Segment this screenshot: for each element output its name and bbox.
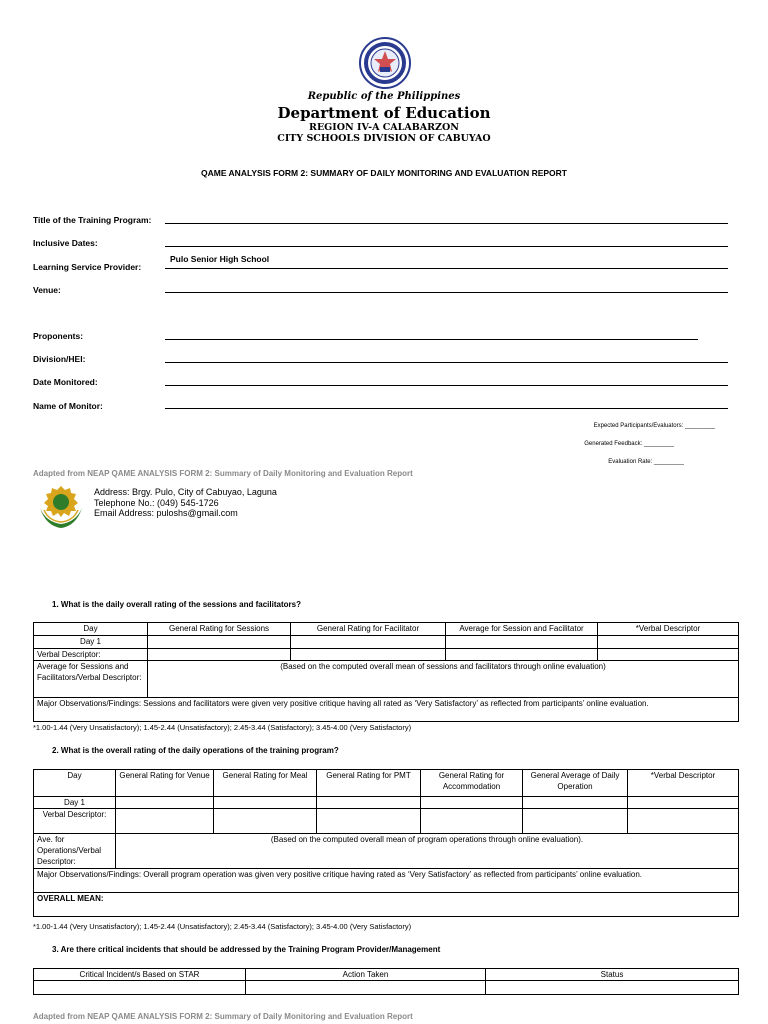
average-note-cell: (Based on the computed overall mean of sessions and facilitators through online evaluation)	[148, 661, 739, 698]
question-3: 3. Are there critical incidents that should be addressed by the Training Program Provider/Management	[52, 945, 441, 954]
col-average: Average for Session and Facilitator	[446, 623, 598, 636]
operations-rating-table	[33, 769, 739, 917]
input-cell[interactable]	[291, 649, 446, 661]
observations-cell: Major Observations/Findings: Sessions and facilitators were given very positive critique having all rated as ‘Very Satisfactory’ as reflected from participants’ online evaluation.	[34, 698, 739, 722]
input-cell[interactable]	[446, 649, 598, 661]
generated-feedback: Generated Feedback: _________	[584, 441, 674, 447]
adapted-note: Adapted from NEAP QAME ANALYSIS FORM 2: Summary of Daily Monitoring and Evaluation Report	[33, 469, 413, 478]
field-label-dates: Inclusive Dates:	[33, 238, 98, 248]
field-label-proponents: Proponents:	[33, 331, 84, 341]
rating-scale-2: *1.00-1.44 (Very Unsatisfactory); 1.45-2.44 (Unsatisfactory); 2.45-3.44 (Satisfactory); 3.45-4.00 (Very Satisfactory)	[33, 922, 412, 931]
field-label-division: Division/HEI:	[33, 354, 86, 364]
field-line-provider[interactable]	[165, 268, 728, 269]
field-line-title[interactable]	[165, 223, 728, 224]
col-rating-facilitator: General Rating for Facilitator	[291, 623, 446, 636]
input-cell[interactable]	[34, 981, 246, 995]
col-day: Day	[34, 770, 116, 797]
region-heading: REGION IV-A CALABARZON	[309, 122, 459, 133]
department-heading: Department of Education	[277, 104, 491, 122]
col-rating-sessions: General Rating for Sessions	[148, 623, 291, 636]
rating-scale-1: *1.00-1.44 (Very Unsatisfactory); 1.45-2.44 (Unsatisfactory); 2.45-3.44 (Satisfactory); 3.45-4.00 (Very Satisfactory)	[33, 723, 412, 732]
input-cell[interactable]	[628, 809, 739, 834]
input-cell[interactable]	[291, 636, 446, 649]
field-line-division[interactable]	[165, 362, 728, 363]
col-verbal: *Verbal Descriptor	[628, 770, 739, 797]
col-day: Day	[34, 623, 148, 636]
input-cell[interactable]	[523, 809, 628, 834]
col-action-taken: Action Taken	[246, 969, 486, 981]
republic-heading: Republic of the Philippines	[307, 91, 461, 102]
col-rating-meal: General Rating for Meal	[214, 770, 317, 797]
field-line-dates[interactable]	[165, 246, 728, 247]
col-rating-pmt: General Rating for PMT	[317, 770, 421, 797]
adapted-note-footer: Adapted from NEAP QAME ANALYSIS FORM 2: Summary of Daily Monitoring and Evaluation Report	[33, 1012, 413, 1021]
average-label-cell: Ave. for Operations/Verbal Descriptor:	[34, 834, 116, 869]
overall-mean-cell: OVERALL MEAN:	[34, 893, 739, 917]
input-cell[interactable]	[317, 809, 421, 834]
average-label-cell: Average for Sessions and Facilitators/Verbal Descriptor:	[34, 661, 148, 698]
school-email[interactable]: Email Address: puloshs@gmail.com	[94, 508, 238, 518]
input-cell[interactable]	[486, 981, 739, 995]
input-cell[interactable]	[214, 797, 317, 809]
input-cell[interactable]	[148, 636, 291, 649]
field-label-venue: Venue:	[33, 285, 61, 295]
field-label-date-monitored: Date Monitored:	[33, 377, 98, 387]
question-2: 2. What is the overall rating of the daily operations of the training program?	[52, 746, 339, 755]
expected-participants: Expected Participants/Evaluators: _________	[593, 423, 715, 429]
evaluation-rate: Evaluation Rate: _________	[608, 459, 684, 465]
field-value-provider: Pulo Senior High School	[170, 254, 270, 264]
day-cell: Day 1	[34, 797, 116, 809]
school-address: Address: Brgy. Pulo, City of Cabuyao, Laguna	[94, 487, 277, 497]
input-cell[interactable]	[628, 797, 739, 809]
col-general-average: General Average of Daily Operation	[523, 770, 628, 797]
input-cell[interactable]	[598, 636, 739, 649]
field-label-monitor: Name of Monitor:	[33, 401, 103, 411]
verbal-cell: Verbal Descriptor:	[34, 649, 148, 661]
sessions-rating-table	[33, 622, 739, 722]
average-note-cell: (Based on the computed overall mean of program operations through online evaluation).	[116, 834, 739, 869]
input-cell[interactable]	[148, 649, 291, 661]
input-cell[interactable]	[446, 636, 598, 649]
col-rating-venue: General Rating for Venue	[116, 770, 214, 797]
field-line-date-monitored[interactable]	[165, 385, 728, 386]
col-critical-incident: Critical Incident/s Based on STAR	[34, 969, 246, 981]
input-cell[interactable]	[523, 797, 628, 809]
day-cell: Day 1	[34, 636, 148, 649]
input-cell[interactable]	[116, 797, 214, 809]
input-cell[interactable]	[246, 981, 486, 995]
input-cell[interactable]	[598, 649, 739, 661]
input-cell[interactable]	[421, 797, 523, 809]
critical-incidents-table	[33, 968, 739, 995]
division-heading: CITY SCHOOLS DIVISION OF CABUYAO	[277, 133, 491, 144]
input-cell[interactable]	[421, 809, 523, 834]
observations-cell: Major Observations/Findings: Overall program operation was given very positive critique having rated as ‘Very Satisfactory’ as reflected from participants’ online evaluation.	[34, 869, 739, 893]
field-line-proponents[interactable]	[165, 339, 698, 340]
input-cell[interactable]	[214, 809, 317, 834]
school-telephone: Telephone No.: (049) 545-1726	[94, 498, 219, 508]
verbal-cell: Verbal Descriptor:	[34, 809, 116, 834]
field-label-title: Title of the Training Program:	[33, 215, 152, 225]
field-line-venue[interactable]	[165, 292, 728, 293]
deped-seal-icon	[359, 37, 411, 89]
field-line-monitor[interactable]	[165, 408, 728, 409]
question-1: 1. What is the daily overall rating of the sessions and facilitators?	[52, 600, 301, 609]
col-rating-accommodation: General Rating for Accommodation	[421, 770, 523, 797]
col-verbal: *Verbal Descriptor	[598, 623, 739, 636]
input-cell[interactable]	[317, 797, 421, 809]
school-logo-icon	[36, 482, 86, 530]
field-label-provider: Learning Service Provider:	[33, 262, 142, 272]
form-title: QAME ANALYSIS FORM 2: SUMMARY OF DAILY MONITORING AND EVALUATION REPORT	[201, 168, 567, 178]
col-status: Status	[486, 969, 739, 981]
input-cell[interactable]	[116, 809, 214, 834]
